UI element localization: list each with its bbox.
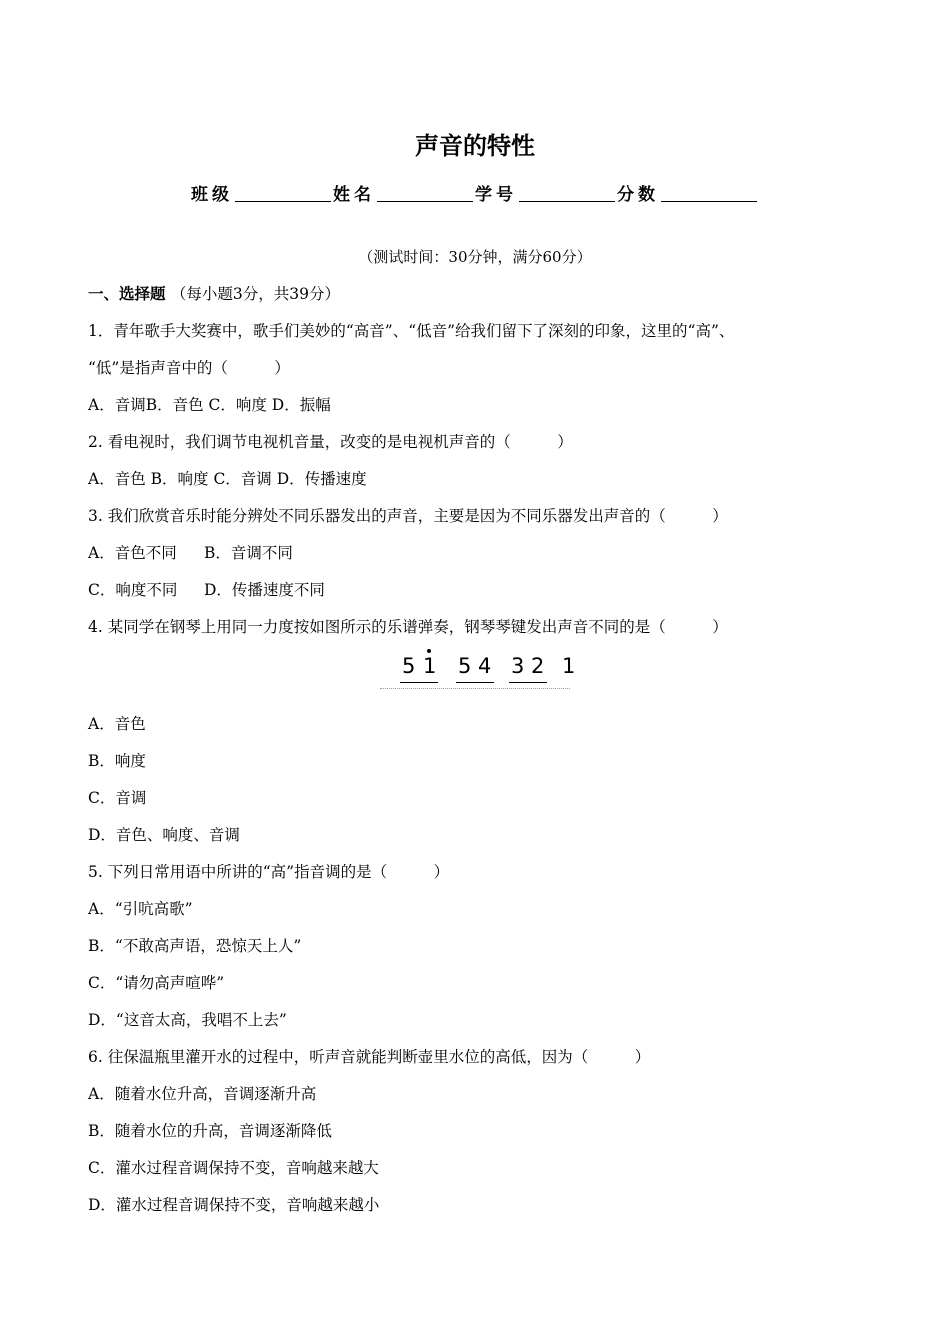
score-underline-3: [509, 682, 547, 683]
name-blank: [377, 183, 473, 202]
score-note-7: 1: [562, 654, 576, 678]
q5-option-a: A．“引吭高歌”: [88, 900, 193, 918]
q3-option-d: D．传播速度不同: [204, 581, 325, 599]
q5-option-c: C．“请勿高声喧哗”: [88, 974, 225, 992]
score-note-1: 5: [402, 654, 416, 678]
score-blank: [661, 183, 757, 202]
q4-option-a: A．音色: [88, 715, 146, 733]
number-blank: [519, 183, 615, 202]
high-octave-dot: [427, 649, 431, 653]
q3-option-a: A．音色不同: [88, 544, 177, 562]
q1-options: A．音调B．音色 C．响度 D．振幅: [88, 396, 331, 414]
music-score-figure: [396, 646, 576, 692]
score-note-2: 1: [423, 654, 437, 678]
q1-stem-line-1: 1．青年歌手大奖赛中，歌手们美妙的“高音”、“低音”给我们留下了深刻的印象，这里的“高”、: [88, 322, 735, 340]
score-note-3: 5: [458, 654, 472, 678]
q4-option-b: B．响度: [88, 752, 146, 770]
score-note-6: 2: [531, 654, 545, 678]
section-title: 一、选择题: [88, 284, 166, 303]
score-note-5: 3: [511, 654, 525, 678]
q5-stem: 5. 下列日常用语中所讲的“高”指音调的是（ ）: [88, 863, 450, 881]
section-heading: [88, 282, 340, 304]
q2-options: A．音色 B．响度 C．音调 D．传播速度: [88, 470, 367, 488]
score-underline-2: [456, 682, 494, 683]
student-info-line: [0, 180, 950, 205]
class-label: 班级: [191, 185, 233, 205]
q4-option-d: D．音色、响度、音调: [88, 826, 240, 844]
time-note: （测试时间：30分钟，满分60分）: [358, 248, 592, 266]
q3-option-c: C．响度不同: [88, 581, 178, 599]
score-note-4: 4: [478, 654, 492, 678]
q3-options-row-1: [88, 541, 293, 563]
score-underline-1: [400, 682, 438, 683]
q6-option-a: A．随着水位升高，音调逐渐升高: [88, 1085, 317, 1103]
section-note: （每小题3分，共39分）: [170, 285, 341, 303]
q3-options-row-2: [88, 578, 325, 600]
q6-option-d: D．灌水过程音调保持不变，音响越来越小: [88, 1196, 380, 1214]
score-label: 分数: [617, 185, 659, 205]
q5-option-d: D．“这音太高，我唱不上去”: [88, 1011, 287, 1029]
q4-option-c: C．音调: [88, 789, 147, 807]
q1-stem-line-2: “低”是指声音中的（ ）: [88, 359, 290, 377]
q3-option-b: B．音调不同: [204, 544, 293, 562]
q3-stem: 3. 我们欣赏音乐时能分辨处不同乐器发出的声音，主要是因为不同乐器发出声音的（ ）: [88, 507, 728, 525]
name-label: 姓名: [333, 185, 375, 205]
q4-stem: 4. 某同学在钢琴上用同一力度按如图所示的乐谱弹奏，钢琴琴键发出声音不同的是（ ）: [88, 618, 728, 636]
q6-stem: 6. 往保温瓶里灌开水的过程中，听声音就能判断壶里水位的高低，因为（ ）: [88, 1048, 651, 1066]
page-title: 声音的特性: [415, 132, 535, 160]
score-baseline: [380, 688, 570, 689]
number-label: 学号: [475, 185, 517, 205]
q6-option-b: B．随着水位的升高，音调逐渐降低: [88, 1122, 332, 1140]
q2-stem: 2. 看电视时，我们调节电视机音量，改变的是电视机声音的（ ）: [88, 433, 573, 451]
q6-option-c: C．灌水过程音调保持不变，音响越来越大: [88, 1159, 379, 1177]
class-blank: [235, 183, 331, 202]
q5-option-b: B．“不敢高声语，恐惊天上人”: [88, 937, 302, 955]
